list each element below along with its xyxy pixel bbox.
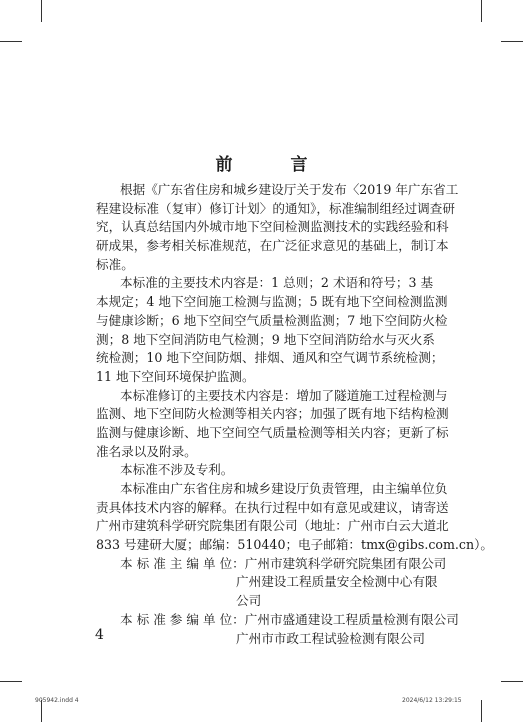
text-line: 究，认真总结国内外城市地下空间检测监测技术的实践经验和科 [96, 219, 449, 235]
crop-mark [41, 0, 42, 22]
text-line: 与健康诊断；6 地下空间空气质量检测监测；7 地下空间防火检 [96, 312, 448, 328]
text-line: 本标准不涉及专利。 [120, 462, 234, 478]
crop-mark [501, 681, 523, 682]
crop-mark [481, 700, 482, 722]
page-number: 4 [95, 627, 104, 643]
text-line: 11 地下空间环境保护监测。 [96, 368, 255, 384]
text-line: 本标准由广东省住房和城乡建设厅负责管理，由主编单位负 [120, 481, 448, 496]
footer-timestamp: 2024/6/12 13:29:15 [402, 697, 462, 704]
crop-mark [0, 681, 22, 682]
text-line: 本标准的主要技术内容是：1 总则；2 术语和符号；3 基 [120, 275, 434, 291]
text-line: 广州市建筑科学研究院集团有限公司（地址：广州市白云大道北 [96, 518, 449, 534]
crop-mark [0, 41, 22, 42]
page-title: 前 言 [215, 155, 334, 175]
text-line: 统检测；10 地下空间防烟、排烟、通风和空气调节系统检测； [96, 350, 444, 366]
text-line: 本 标 准 参 编 单 位：广州市盛通建设工程质量检测有限公司 [120, 611, 459, 627]
text-line: 833 号建研大厦；邮编：510440；电子邮箱：tmx@gibs.com.cn）。 [96, 537, 493, 553]
crop-mark [501, 41, 523, 42]
text-line: 程建设标准（复审）修订计划〉的通知》，标准编制组经过调查研 [96, 200, 455, 216]
text-line: 标准。 [96, 256, 134, 272]
text-line: 监测、地下空间防火检测等相关内容；加强了既有地下结构检测 [96, 406, 449, 422]
preface-body [96, 181, 493, 648]
text-line: 责具体技术内容的解释。在执行过程中如有意见或建议，请寄送 [96, 499, 449, 515]
text-line: 研成果，参考相关标准规范，在广泛征求意见的基础上，制订本 [96, 238, 449, 254]
text-line: 本标准修订的主要技术内容是：增加了隧道施工过程检测与 [120, 387, 448, 403]
text-line: 根据《广东省住房和城乡建设厅关于发布〈2019 年广东省工 [120, 182, 459, 197]
text-line: 监测与健康诊断、地下空间空气质量检测等相关内容；更新了标 [96, 424, 449, 440]
text-line: 本 标 准 主 编 单 位：广州市建筑科学研究院集团有限公司 [120, 555, 447, 571]
crop-mark [481, 0, 482, 22]
text-line: 测；8 地下空间消防电气检测；9 地下空间消防给水与灭火系 [96, 331, 435, 347]
text-line: 准名录以及附录。 [96, 443, 197, 459]
text-line: 本规定；4 地下空间施工检测与监测；5 既有地下空间检测监测 [96, 294, 448, 310]
footer-file-info: 905942.indd 4 [35, 697, 79, 704]
text-line: 公司 [236, 593, 262, 609]
text-line: 广州建设工程质量安全检测中心有限 [236, 574, 438, 590]
text-line: 广州市市政工程试验检测有限公司 [236, 630, 425, 646]
